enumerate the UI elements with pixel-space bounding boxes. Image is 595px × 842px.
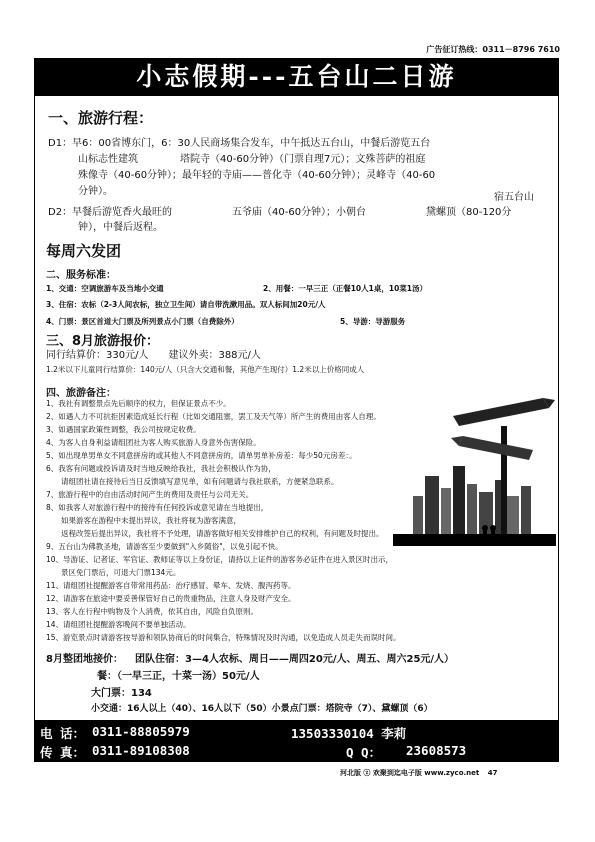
- note-item: 5、如出现单男单女不同意拼房的或其他人不同意拼房的，请单男单补房差：每少50元房差：。: [46, 451, 357, 460]
- note-item: 3、如遇国家政策性调整，我公司按规定收费。: [46, 425, 201, 434]
- fax-label: 传 真：: [40, 745, 86, 760]
- itinerary-d1-line1: D1：早6：00省博东门，6：30人民商场集合发车，中午抵达五台山，中餐后游览五台: [48, 138, 431, 149]
- section3-heading: 三、8月旅游报价：: [46, 334, 160, 349]
- ad-hotline: 广告征订热线：0311－8796 7610: [426, 45, 560, 54]
- note-item: 13、客人在行程中购物及个人消费，依其自由，风险自负原则。: [46, 607, 259, 616]
- note-item: 6、我客有问题或投诉请及时当地反映给我社，我社会积极认作为协，: [46, 464, 276, 473]
- note-item: 2、如遇人力不可抗拒因素造成延长行程（比如交通阻塞，罢工及天气等）所产生的费用由客人自理。: [46, 412, 381, 421]
- note-item: 9、五台山为佛教圣地，请游客至少要做到"入乡随俗"，以免引起不快。: [46, 542, 283, 551]
- note-item: 11、请组团社提醒游客自带常用药品：治疗感冒、晕车、发烧、腹泻药等。: [46, 581, 296, 590]
- itinerary-d2-line1: D2：早餐后游览香火最旺的: [48, 207, 173, 218]
- itinerary-d2-line2: 五爷庙（40-60分钟）；小朝台: [232, 207, 367, 218]
- section2-heading: 二、服务标准：: [46, 270, 116, 281]
- section1-heading: 一、旅游行程：: [48, 109, 154, 127]
- phone-label: 电 话：: [40, 726, 86, 741]
- note-item: 返程改签后提出异议，我社将不予处理，请游客做好相关安排维护自己的权利，有问题及时提出。: [46, 529, 384, 538]
- note-item: 8、如我客人对旅游行程中的接待有任何投诉或意见请在当地提出，: [46, 503, 269, 512]
- itinerary-d1-line2: 山标志性建筑: [78, 154, 138, 165]
- qq-label: Q Q：: [346, 745, 382, 760]
- page-number: 47: [487, 769, 498, 777]
- service-tickets: 4、门票：景区首道大门票及所列景点小门票（自费除外）: [46, 317, 239, 326]
- mobile-number: 13503330104 李莉: [291, 726, 407, 741]
- signpost-skyline-illustration: [393, 396, 556, 546]
- itinerary-d1-line3: 塔院寺（40-60分钟）（门票自理7元）；文殊菩萨的祖庭: [180, 154, 426, 165]
- fax-number: 0311-89108308: [92, 743, 190, 758]
- note-item: 请组团社请在接待后当日反馈填写意见单，如有问题请与我社联系，方便紧急联系。: [46, 477, 339, 486]
- child-price-line: 1.2米以下儿童同行结算价：140元/人（只含大交通和餐，其他产生现付）1.2米以上价格同成人: [46, 365, 365, 374]
- service-transport: 1、交通：空调旅游车及当地小交通: [46, 284, 164, 293]
- note-item: 1、我社有调整景点先后顺序的权力，但保证景点不少。: [46, 399, 231, 408]
- page-footer: [340, 768, 555, 778]
- service-lodging: 3、住宿：农标（2-3人间农标，独立卫生间）请自带洗漱用品。双人标间加20元/人: [46, 300, 326, 309]
- note-item: 14、请组团社提醒游客晚间不要单独活动。: [46, 620, 191, 629]
- group-price-gate-ticket: 大门票：134: [91, 688, 152, 699]
- price-line: 同行结算价：330元/人 建议外卖：388元/人: [46, 350, 261, 361]
- group-price-label: 8月整团地接价：: [46, 654, 123, 665]
- service-guide: 5、导游：导游服务: [340, 317, 406, 326]
- section4-heading: 四、旅游备注：: [46, 388, 116, 399]
- note-item: 15、游览景点时请游客按导游和领队协商后的时间集合，特殊情况及时沟通，以免造成人员走失而误时间。: [46, 633, 401, 642]
- qq-number: 23608573: [406, 743, 467, 758]
- group-price-lodging: 团队住宿：3—4人农标、周日——周四20元/人、周五、周六25元/人）: [135, 654, 455, 665]
- note-item: 如果游客在游程中未提出异议，我社将视为游客满意，: [46, 516, 241, 525]
- itinerary-d1-line4: 殊像寺（40-60分钟）；最年轻的寺庙——普化寺（40-60分钟）；灵峰寺（40-60: [78, 170, 436, 181]
- page-title-banner: 小志假期---五台山二日游: [34, 58, 559, 96]
- contact-bar: [34, 721, 559, 762]
- footer-publication: 河北版 ⓩ 欢聚到迄电子版 www.zyco.net: [340, 769, 480, 777]
- note-item: 7、旅游行程中的自由活动时间产生的费用及责任与公司无关。: [46, 490, 254, 499]
- service-meals: 2、用餐：一早三正（正餐10人1桌，10菜1汤）: [263, 284, 428, 293]
- note-item: 12、请游客在旅途中要妥善保管好自己的贵重物品，注意人身及财产安全。: [46, 594, 296, 603]
- itinerary-d1-lodging: 宿五台山: [494, 192, 534, 203]
- note-item: 10、导游证、记者证、军官证、教师证等以上身份证，请持以上证件的游客务必证件在进入景区时出示，: [46, 555, 394, 564]
- note-item: 景区免门票后，可退大门票134元。: [46, 568, 181, 577]
- group-price-local-transport: 小交通：16人以上（40）、16人以下（50）小景点门票：塔院寺（7）、黛螺顶（6）: [91, 704, 433, 714]
- note-item: 4、为客人自身利益请组团社为客人购买旅游人身意外伤害保险。: [46, 438, 261, 447]
- weekly-departure: 每周六发团: [46, 242, 122, 260]
- itinerary-d2-line4: 钟），中餐后返程。: [78, 222, 163, 233]
- itinerary-d2-line3: 黛螺顶（80-120分: [426, 207, 512, 218]
- phone-number: 0311-88805979: [92, 724, 190, 739]
- group-price-meals: 餐：（一早三正，十菜一汤）50元/人: [97, 671, 260, 682]
- itinerary-d1-line5: 分钟）。: [78, 186, 113, 197]
